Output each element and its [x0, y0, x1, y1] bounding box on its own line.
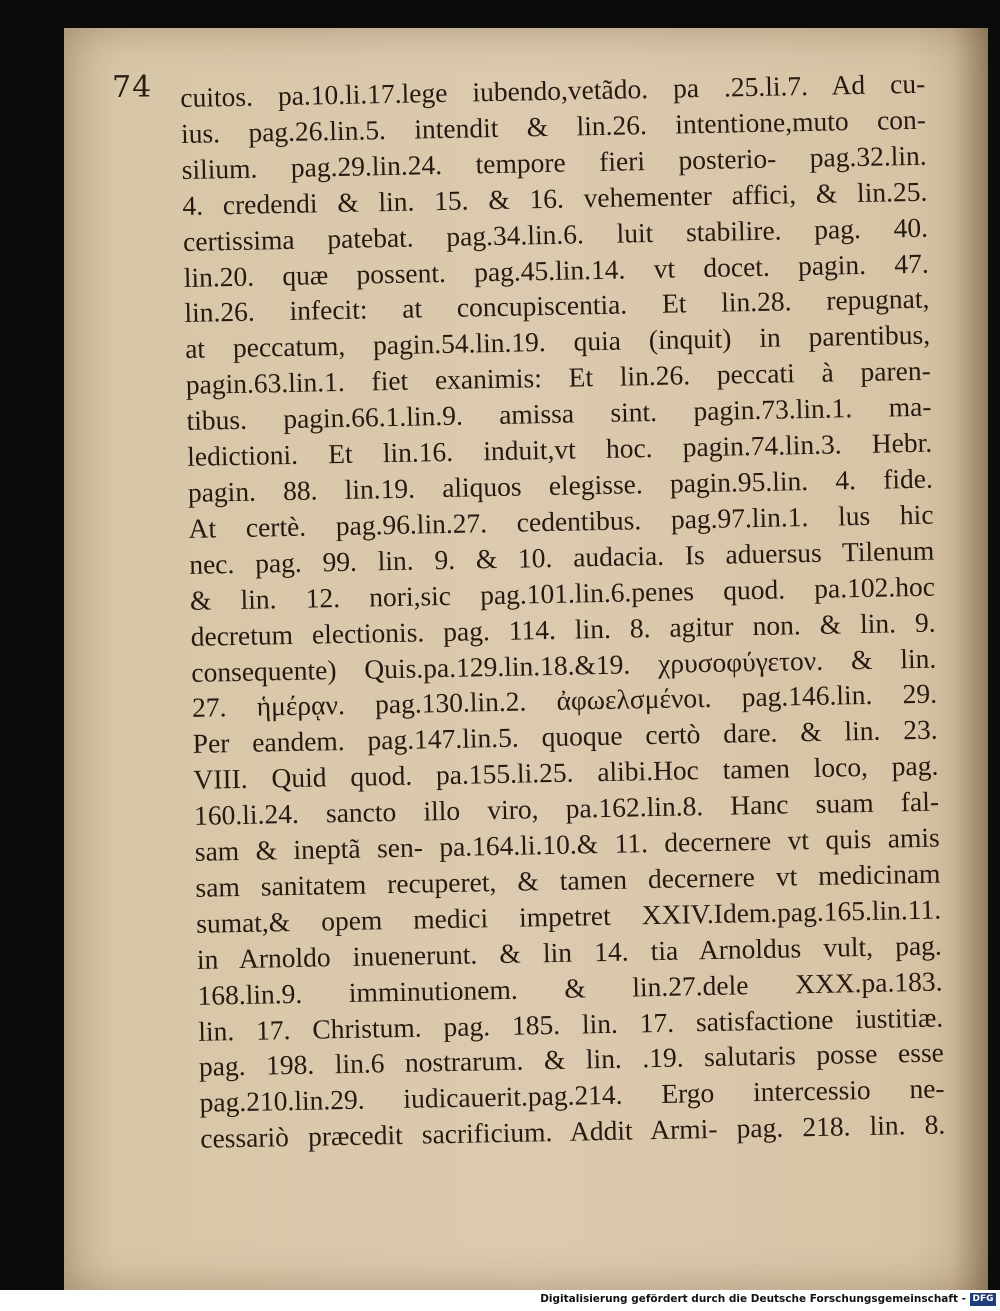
text-line: pag. 198. lin.6 nostrarum. & lin. .19. salutaris posse esse — [198, 1036, 945, 1083]
text-line: cuitos. pa.10.li.17.lege iubendo,vetãdo. pa .25.li.7. Ad cu- — [180, 67, 926, 113]
text-line: sumat,& opem medici impetret XXIV.Idem.pag.165.lin.11. — [195, 893, 942, 939]
text-line: 160.li.24. sancto illo viro, pa.162.lin.8. Hanc suam fal- — [193, 785, 940, 831]
text-line: sam & ineptã sen- pa.164.li.10.& 11. decernere vt quis amis — [194, 821, 940, 867]
text-line: pag.210.lin.29. iudicauerit.pag.214. Ergo intercessio ne- — [199, 1072, 945, 1119]
text-line: pagin. 88. lin.19. aliquos elegisse. pagin.95.lin. 4. fide. — [187, 462, 934, 508]
text-line: at peccatum, pagin.54.lin.19. quia (inquit) in parentibus, — [184, 318, 931, 365]
text-line: ius. pag.26.lin.5. intendit & lin.26. intentione,muto con- — [180, 103, 927, 149]
text-line: sam sanitatem recuperet, & tamen decernere vt medicinam — [195, 857, 941, 903]
page-number: 74 — [112, 70, 153, 105]
text-line: 168.lin.9. imminutionem. & lin.27.dele XXX.pa.183. — [197, 965, 943, 1011]
page-edge-shadow — [952, 28, 988, 1290]
text-line: At certè. pag.96.lin.27. cedentibus. pag.97.lin.1. lus hic — [188, 498, 934, 544]
text-line: lin.20. quæ possent. pag.45.lin.14. vt docet. pagin. 47. — [183, 247, 929, 293]
text-line: 27. ἡμέρᾳν. pag.130.lin.2. ἀφωελσμένοι. pag.146.lin. 29. — [191, 677, 938, 724]
text-line: consequente) Quis.pa.129.lin.18.&19. χρυσοφύγετον. & lin. — [191, 642, 937, 688]
errata-text-block — [180, 66, 946, 1157]
text-line: silium. pag.29.lin.24. tempore fieri posterio- pag.32.lin. — [181, 139, 927, 185]
text-line: Per eandem. pag.147.lin.5. quoque certò dare. & lin. 23. — [192, 713, 938, 760]
text-line: in Arnoldo inuenerunt. & lin 14. tia Arnoldus vult, pag. — [196, 929, 943, 975]
text-line: nec. pag. 99. lin. 9. & 10. audacia. Is aduersus Tilenum — [188, 534, 935, 580]
text-line: lin.26. infecit: at concupiscentia. Et lin.28. repugnat, — [184, 283, 930, 329]
text-line: ledictioni. Et lin.16. induit,vt hoc. pagin.74.lin.3. Hebr. — [186, 426, 933, 472]
text-line: & lin. 12. nori,sic pag.101.lin.6.penes quod. pa.102.hoc — [189, 570, 936, 616]
text-line: pagin.63.lin.1. fiet exanimis: Et lin.26. peccati à paren- — [185, 354, 932, 401]
text-line: cessariò præcedit sacrificium. Addit Armi- pag. 218. lin. 8. — [200, 1108, 946, 1155]
funding-notice: Digitalisierung gefördert durch die Deutsche Forschungsgemeinschaft - — [540, 1293, 966, 1305]
text-line: lin. 17. Christum. pag. 185. lin. 17. satisfactione iustitiæ. — [197, 1001, 944, 1047]
dfg-logo-icon: DFG — [970, 1293, 996, 1306]
text-line: tibus. pagin.66.1.lin.9. amissa sint. pagin.73.lin.1. ma- — [186, 390, 932, 437]
text-line: 4. credendi & lin. 15. & 16. vehementer affici, & lin.25. — [182, 175, 928, 221]
text-line: decretum electionis. pag. 114. lin. 8. agitur non. & lin. 9. — [190, 606, 936, 652]
footer-bar — [0, 1290, 1000, 1311]
text-line: VIII. Quid quod. pa.155.li.25. alibi.Hoc tamen loco, pag. — [193, 749, 939, 796]
text-line: certissima patebat. pag.34.lin.6. luit stabilire. pag. 40. — [182, 211, 929, 257]
